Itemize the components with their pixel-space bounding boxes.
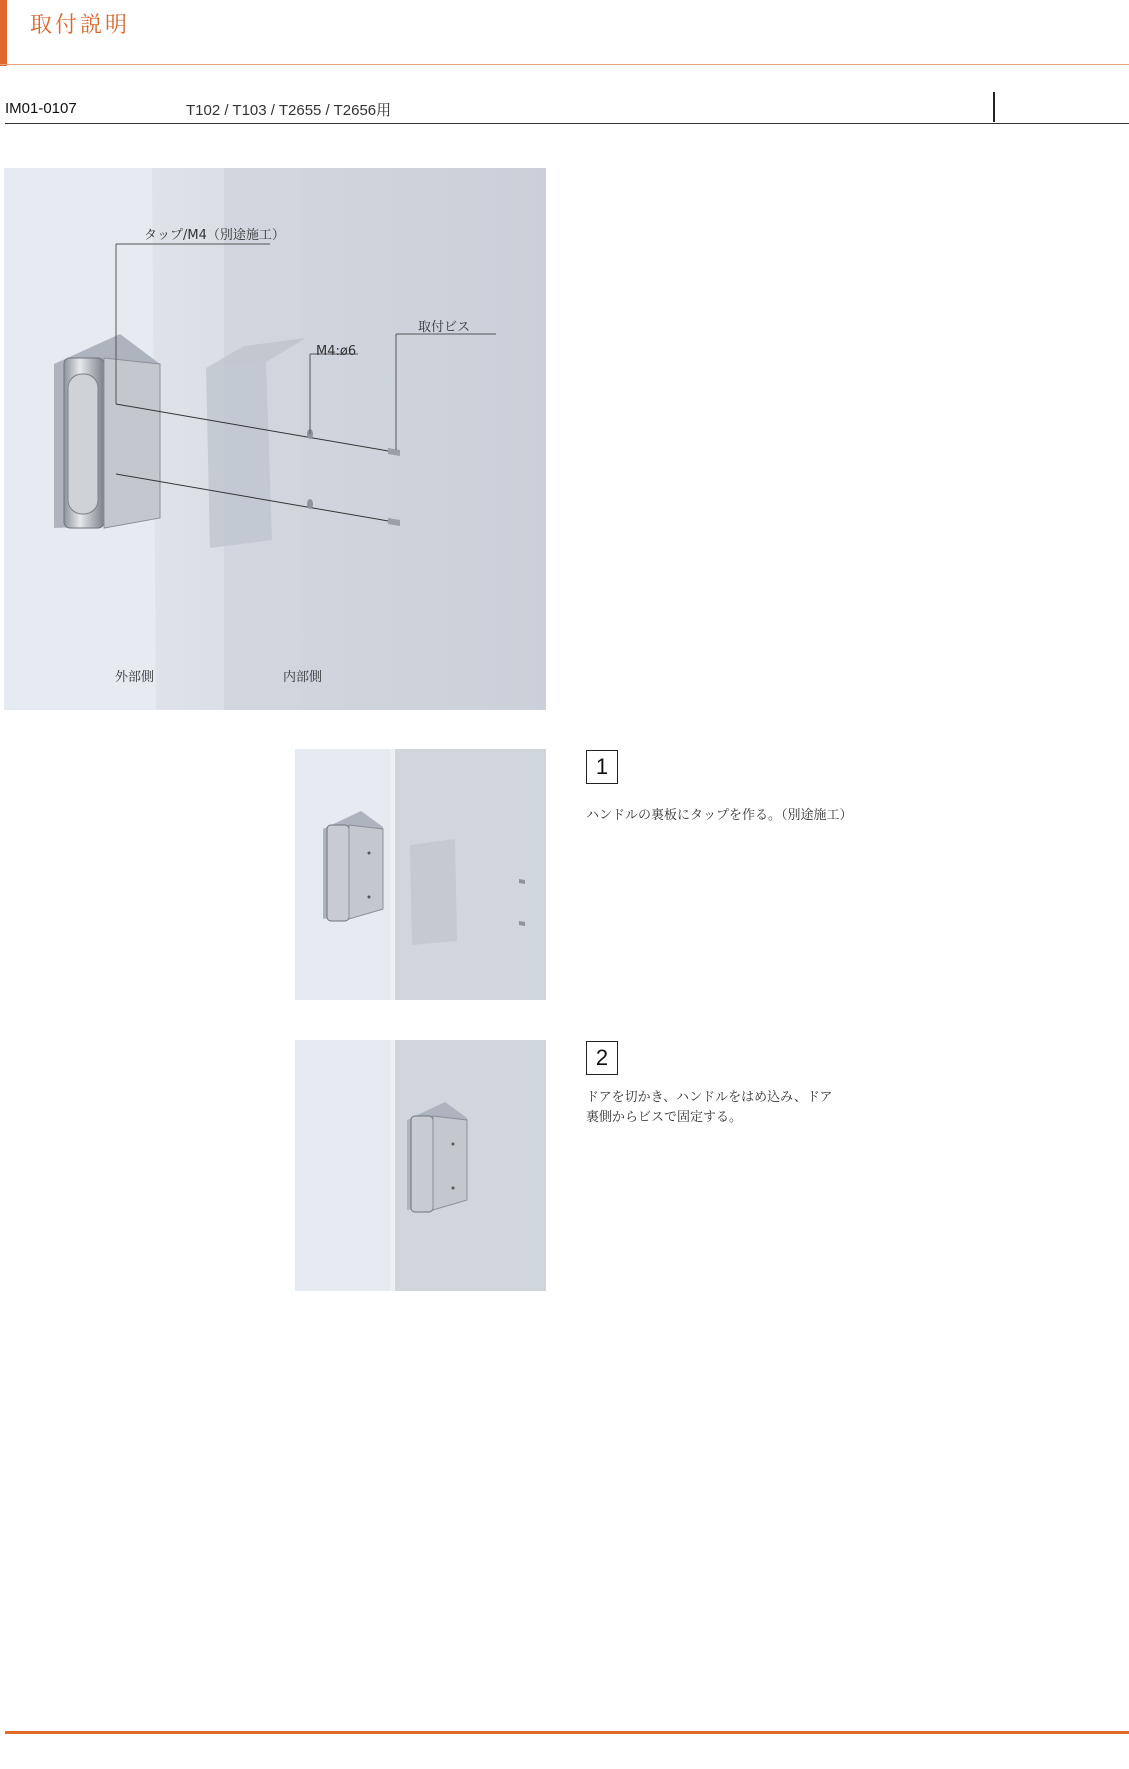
- document-number: IM01-0107: [5, 100, 77, 117]
- title-rule: [0, 64, 1129, 65]
- step-2-number: 2: [586, 1041, 618, 1075]
- step-1-illustration: [295, 749, 546, 1000]
- hole-size-label: M4:ø6: [316, 344, 357, 359]
- title-accent-bar: [0, 0, 7, 66]
- screw-label: 取付ビス: [418, 320, 471, 335]
- header-rule: [5, 123, 1129, 124]
- step-1-number: 1: [586, 750, 618, 784]
- step-2-illustration: [295, 1040, 546, 1291]
- step-1-drawing: [295, 749, 546, 1000]
- model-list: T102 / T103 / T2655 / T2656用: [186, 102, 392, 119]
- step-1-description: ハンドルの裏板にタップを作る。（別途施工）: [586, 808, 853, 823]
- main-installation-illustration: [4, 168, 546, 710]
- step-2-line-1: ドアを切かき、ハンドルをはめ込み、ドア: [586, 1090, 833, 1105]
- step-2-description: [586, 1088, 886, 1128]
- tap-label: タップ/M4（別途施工）: [144, 228, 285, 243]
- footer-rule: [5, 1731, 1129, 1734]
- inside-label: 内部側: [283, 670, 323, 685]
- header-divider-tick: [993, 92, 995, 122]
- step-2-drawing: [295, 1040, 546, 1291]
- page-title: 取付説明: [30, 13, 131, 38]
- main-illustration-drawing: [4, 168, 546, 710]
- step-2-line-2: 裏側からビスで固定する。: [586, 1110, 743, 1125]
- outside-label: 外部側: [115, 670, 155, 685]
